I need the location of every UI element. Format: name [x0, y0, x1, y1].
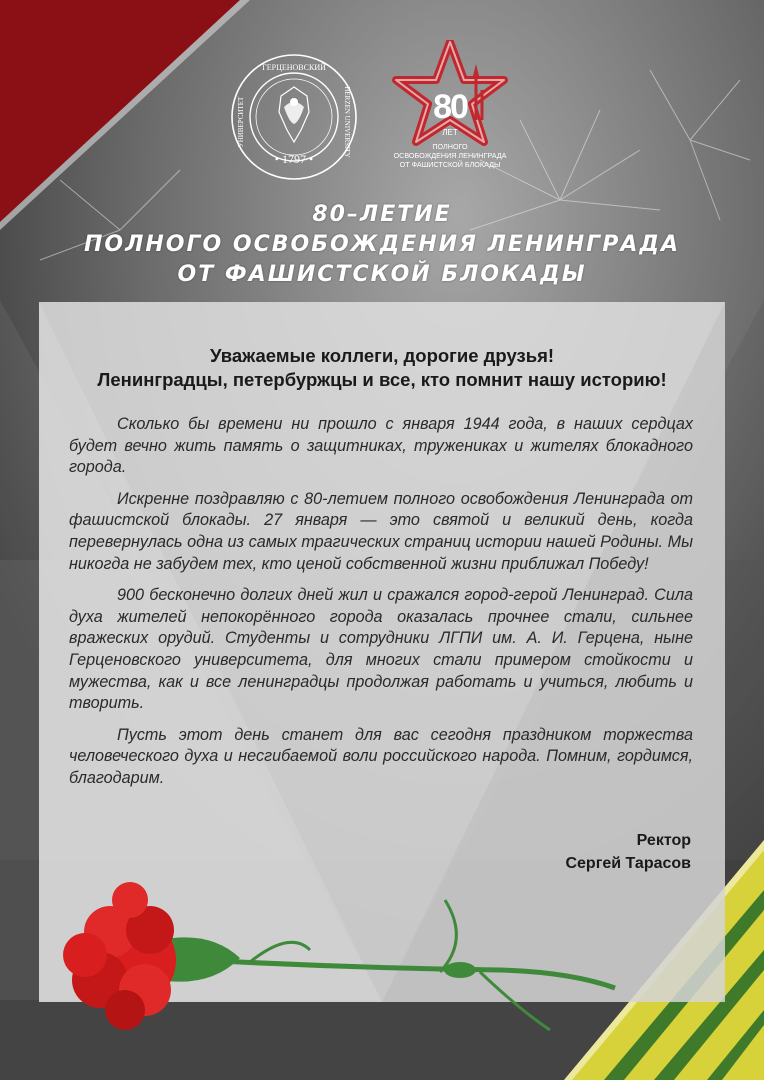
- carnation-flower-icon: [50, 860, 670, 1060]
- title-line-2: ПОЛНОГО ОСВОБОЖДЕНИЯ ЛЕНИНГРАДА: [84, 232, 680, 257]
- letter-paragraph: Пусть этот день станет для вас сегодня праздником торжества человеческого духа и несгибаемой воли российского народа. Помним, гордимся, благодарим.: [69, 725, 693, 787]
- page-title: [0, 200, 764, 290]
- greeting-line-2: Ленинградцы, петербуржцы и все, кто помнит нашу историю!: [97, 369, 667, 390]
- signature-title: Ректор: [636, 832, 691, 849]
- university-year: • 1797 •: [274, 152, 314, 166]
- svg-text:УНИВЕРСИТЕТ: УНИВЕРСИТЕТ: [237, 96, 245, 148]
- letter-paragraph: 900 бесконечно долгих дней жил и сражался город-герой Ленинград. Сила духа жителей непокорённого города оказалась прочнее стали, сильнее вражеских орудий. Студенты и сотрудники ЛГПИ им. А. И. Герцена, ныне Герценовского университета, для многих стали примером стойкости и мужества, как и все ленинградцы продолжая работать и учиться, любить и творить.: [69, 586, 693, 713]
- letter-paragraph: Сколько бы времени ни прошло с января 1944 года, в наших сердцах будет вечно жить память о защитниках, тружениках и жителях блокадного города.: [69, 415, 693, 477]
- greeting-line-1: Уважаемые коллеги, дорогие друзья!: [209, 345, 555, 366]
- anniversary-caption: ПОЛНОГО ОСВОБОЖДЕНИЯ ЛЕНИНГРАДА ОТ ФАШИСТСКОЙ БЛОКАДЫ: [393, 142, 507, 169]
- anniversary-years-label: ЛЕТ: [442, 128, 458, 137]
- greeting: [39, 344, 725, 392]
- svg-text:ГЕРЦЕНОВСКИЙ: ГЕРЦЕНОВСКИЙ: [262, 63, 326, 72]
- letter-paragraph: Искренне поздравляю с 80-летием полного освобождения Ленинграда от фашистской блокады. 27 января — это святой и великий день, когда перевернулась одна из самых трагических страниц истории нашей Родины. Мы никогда не забудем тех, кто ценой собственной жизни приближал Победу!: [69, 489, 693, 573]
- herzen-university-logo: [229, 52, 359, 182]
- svg-text:HERZEN UNIVERSITY: HERZEN UNIVERSITY: [343, 86, 351, 158]
- title-line-3: ОТ ФАШИСТСКОЙ БЛОКАДЫ: [177, 262, 587, 287]
- anniversary-emblem: [380, 40, 520, 180]
- red-corner-decoration: [0, 0, 250, 230]
- letter-body: [69, 414, 693, 800]
- title-line-1: 80–ЛЕТИЕ: [312, 202, 452, 227]
- anniversary-number: 80: [433, 88, 467, 126]
- signature-name: Сергей Тарасов: [565, 855, 691, 872]
